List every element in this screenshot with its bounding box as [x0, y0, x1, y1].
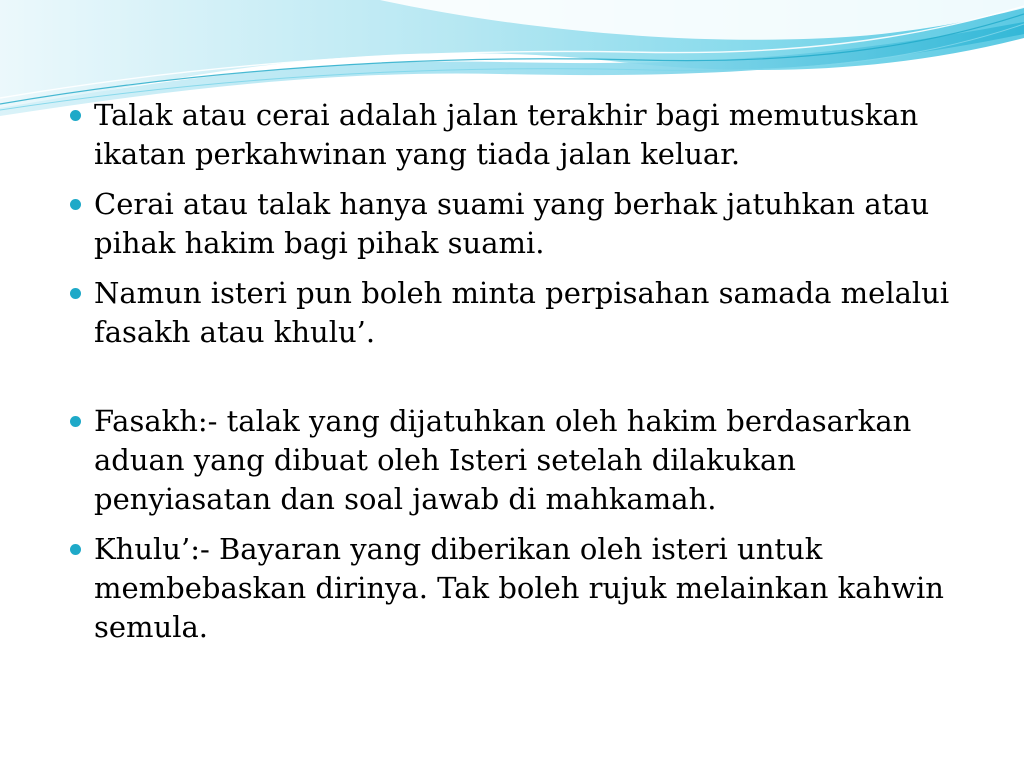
- bullet-dot-icon: [70, 199, 81, 210]
- list-item: [66, 96, 966, 174]
- bullet-dot-icon: [70, 416, 81, 427]
- bullet-list: [66, 96, 966, 647]
- bullet-text: Fasakh:- talak yang dijatuhkan oleh hakim berdasarkan aduan yang dibuat oleh Isteri setelah dilakukan penyiasatan dan soal jawab di mahkamah.: [94, 404, 912, 516]
- bullet-text: Namun isteri pun boleh minta perpisahan samada melalui fasakh atau khulu’.: [94, 276, 950, 349]
- bullet-dot-icon: [70, 544, 81, 555]
- list-item: [66, 274, 966, 352]
- bullet-dot-icon: [70, 288, 81, 299]
- list-item: [66, 402, 966, 519]
- list-item: [66, 185, 966, 263]
- bullet-dot-icon: [70, 110, 81, 121]
- bullet-text: Khulu’:- Bayaran yang diberikan oleh isteri untuk membebaskan dirinya. Tak boleh rujuk melainkan kahwin semula.: [94, 532, 944, 644]
- bullet-text: Cerai atau talak hanya suami yang berhak jatuhkan atau pihak hakim bagi pihak suami.: [94, 187, 930, 260]
- list-item: [66, 530, 966, 647]
- bullet-text: Talak atau cerai adalah jalan terakhir bagi memutuskan ikatan perkahwinan yang tiada jalan keluar.: [94, 98, 919, 171]
